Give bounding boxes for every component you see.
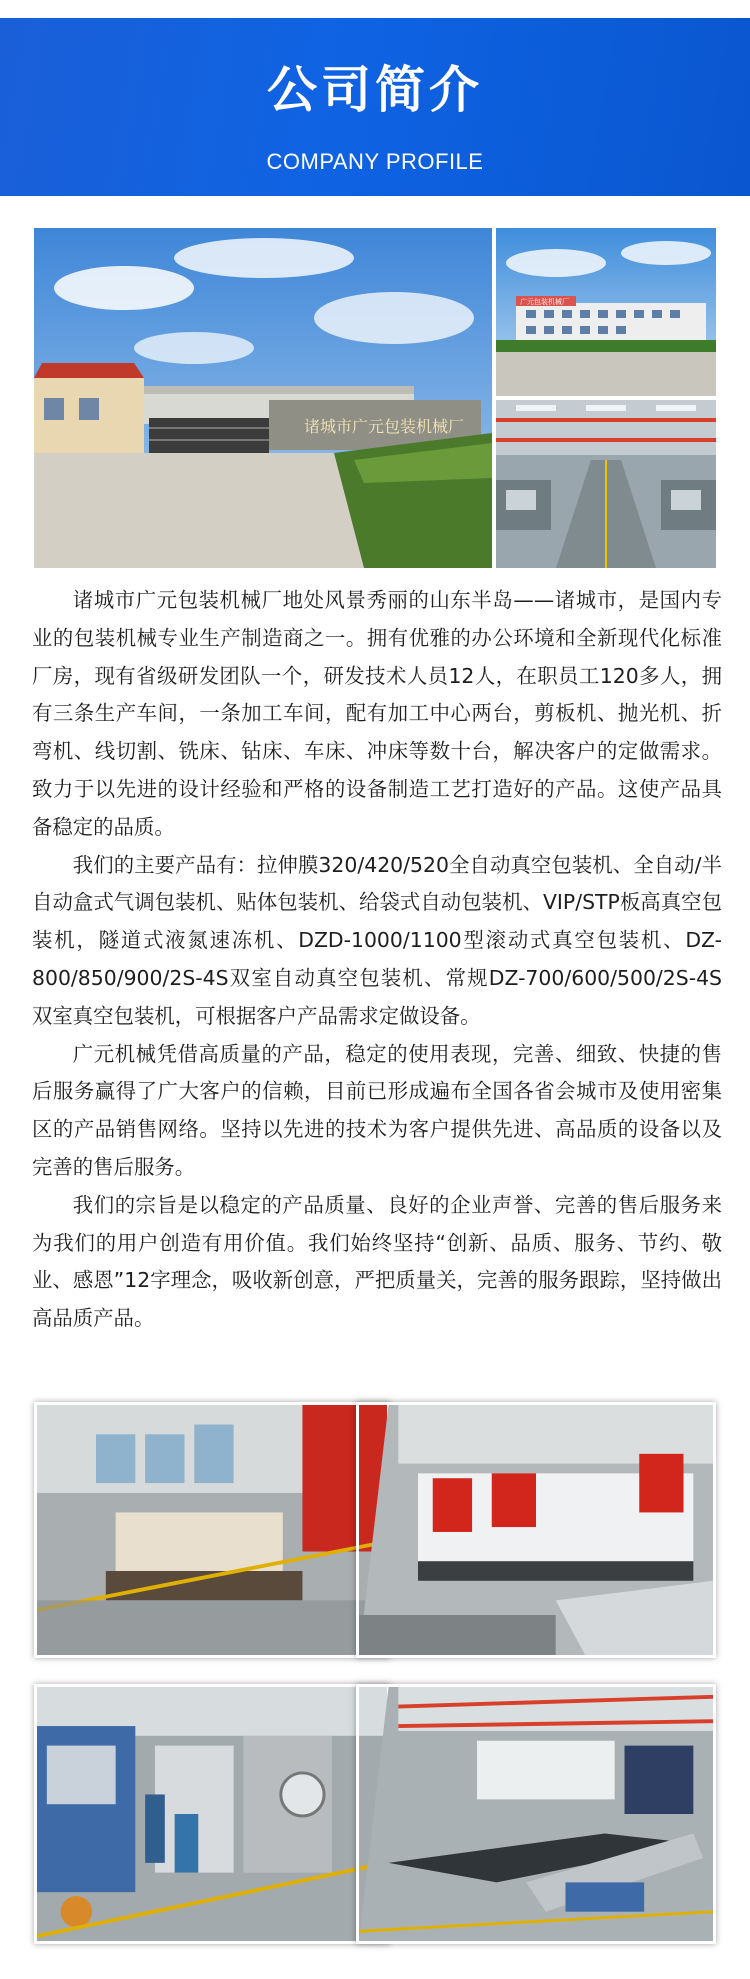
intro-paragraph: 我们的宗旨是以稳定的产品质量、良好的企业声誉、完善的售后服务来为我们的用户创造有用价值。我们始终坚持“创新、品质、服务、节约、敬业、感恩”12字理念，吸收新创意，严把质量关，完善的服务跟踪，坚持做出高品质产品。: [32, 1192, 722, 1331]
workshop-interior-photo: [496, 400, 716, 568]
page-subtitle: COMPANY PROFILE: [266, 149, 484, 174]
workshop-photo-press-brake: [356, 1402, 716, 1658]
intro-paragraph: 诸城市广元包装机械厂地处风景秀丽的山东半岛——诸城市，是国内专业的包装机械专业生产制造商之一。拥有优雅的办公环境和全新现代化标准厂房，现有省级研发团队一个，研发技术人员12人，在职员工120多人，拥有三条生产车间，一条加工车间，配有加工中心两台，剪板机、抛光机、折弯机、线切割、铣床、钻床、车床、冲床等数十台，解决客户的定做需求。致力于以先进的设计经验和严格的设备制造工艺打造好的产品。这使产品具备稳定的品质。: [32, 588, 722, 839]
gate-sign-text: 诸城市广元包装机械厂: [304, 417, 465, 436]
workshop-photo-assembly-line: [356, 1684, 716, 1944]
factory-building-photo: [496, 228, 716, 396]
header-banner: [0, 18, 750, 196]
building-banner-text: 广元包装机械厂: [520, 298, 569, 306]
page-title: 公司简介: [267, 61, 483, 119]
workshop-photo-cnc: [34, 1684, 390, 1944]
factory-gate-photo: [34, 228, 492, 568]
intro-paragraph: 我们的主要产品有：拉伸膜320/420/520全自动真空包装机、全自动/半自动盒式气调包装机、贴体包装机、给袋式自动包装机、VIP/STP板高真空包装机，隧道式液氮速冻机、DZD-1000/1100型滚动式真空包装机、DZ-800/850/900/2S-4S双室自动真空包装机、常规DZ-700/600/500/2S-4S双室真空包装机，可根据客户产品需求定做设备。: [32, 852, 722, 1028]
intro-paragraph: 广元机械凭借高质量的产品，稳定的使用表现，完善、细致、快捷的售后服务赢得了广大客户的信赖，目前已形成遍布全国各省会城市及使用密集区的产品销售网络。坚持以先进的技术为客户提供先进、高品质的设备以及完善的售后服务。: [32, 1041, 722, 1179]
company-intro: [32, 582, 722, 1338]
workshop-photo-welding: [34, 1402, 390, 1658]
